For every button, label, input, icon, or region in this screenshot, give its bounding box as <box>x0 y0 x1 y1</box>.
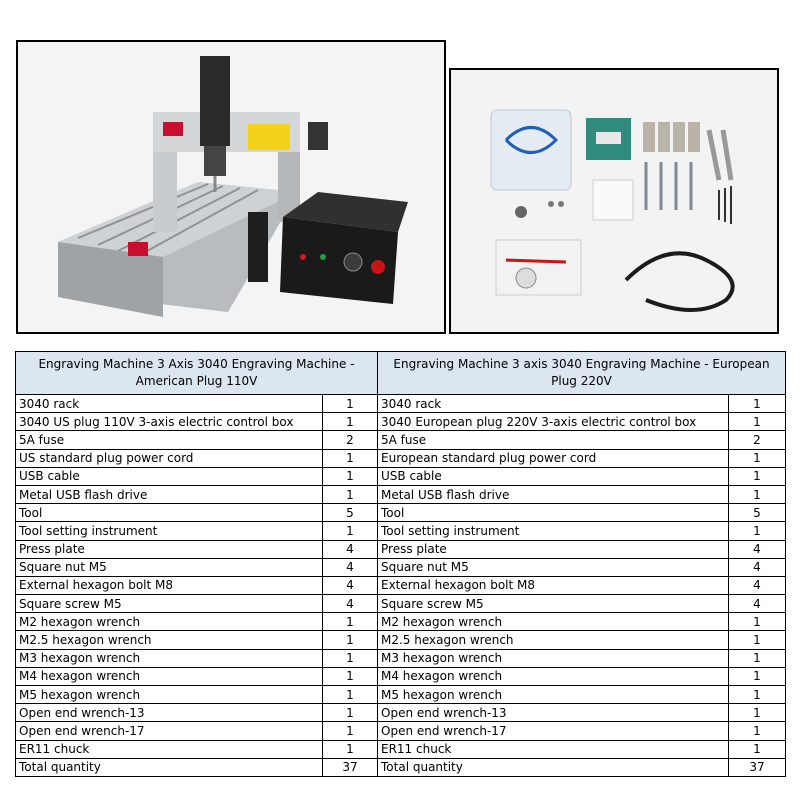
item-qty-eu: 37 <box>729 758 786 776</box>
item-qty-eu: 1 <box>729 686 786 704</box>
item-qty-us: 1 <box>323 667 378 685</box>
item-name-eu: European standard plug power cord <box>378 449 729 467</box>
item-qty-eu: 1 <box>729 613 786 631</box>
item-name-eu: Tool <box>378 504 729 522</box>
item-name-us: ER11 chuck <box>16 740 323 758</box>
item-name-eu: M2 hexagon wrench <box>378 613 729 631</box>
item-qty-eu: 5 <box>729 504 786 522</box>
item-name-us: Metal USB flash drive <box>16 485 323 503</box>
table-row <box>16 758 786 776</box>
item-name-eu: 3040 rack <box>378 395 729 413</box>
table-row <box>16 722 786 740</box>
item-qty-eu: 1 <box>729 631 786 649</box>
item-qty-eu: 4 <box>729 576 786 594</box>
item-qty-eu: 1 <box>729 485 786 503</box>
item-name-us: Press plate <box>16 540 323 558</box>
table-row <box>16 431 786 449</box>
item-name-eu: M5 hexagon wrench <box>378 686 729 704</box>
item-qty-eu: 1 <box>729 649 786 667</box>
table-row <box>16 558 786 576</box>
item-qty-eu: 1 <box>729 722 786 740</box>
item-name-us: US standard plug power cord <box>16 449 323 467</box>
header-american-plug: Engraving Machine 3 Axis 3040 Engraving Machine - American Plug 110V <box>16 352 378 395</box>
item-qty-eu: 1 <box>729 740 786 758</box>
table-row <box>16 576 786 594</box>
item-qty-us: 1 <box>323 485 378 503</box>
table-row <box>16 540 786 558</box>
item-name-eu: Open end wrench-13 <box>378 704 729 722</box>
item-name-eu: Tool setting instrument <box>378 522 729 540</box>
item-qty-eu: 2 <box>729 431 786 449</box>
table-row <box>16 740 786 758</box>
item-name-eu: M2.5 hexagon wrench <box>378 631 729 649</box>
item-qty-eu: 1 <box>729 704 786 722</box>
parts-list-table <box>15 351 786 777</box>
item-qty-eu: 1 <box>729 467 786 485</box>
table-row <box>16 467 786 485</box>
item-qty-eu: 4 <box>729 595 786 613</box>
table-row <box>16 667 786 685</box>
item-qty-us: 1 <box>323 467 378 485</box>
item-name-us: Square screw M5 <box>16 595 323 613</box>
item-qty-eu: 1 <box>729 522 786 540</box>
table-row <box>16 395 786 413</box>
item-qty-eu: 4 <box>729 540 786 558</box>
item-name-us: M4 hexagon wrench <box>16 667 323 685</box>
item-name-us: Square nut M5 <box>16 558 323 576</box>
table-row <box>16 413 786 431</box>
item-name-us: USB cable <box>16 467 323 485</box>
table-row <box>16 631 786 649</box>
item-name-us: 5A fuse <box>16 431 323 449</box>
item-qty-us: 1 <box>323 704 378 722</box>
item-qty-eu: 1 <box>729 449 786 467</box>
table-row <box>16 686 786 704</box>
header-european-plug: Engraving Machine 3 axis 3040 Engraving Machine - European Plug 220V <box>378 352 786 395</box>
item-qty-us: 1 <box>323 740 378 758</box>
item-qty-us: 1 <box>323 395 378 413</box>
item-name-eu: Square nut M5 <box>378 558 729 576</box>
item-name-eu: Total quantity <box>378 758 729 776</box>
table-row <box>16 704 786 722</box>
item-qty-us: 4 <box>323 540 378 558</box>
table-header-row <box>16 352 786 395</box>
item-name-eu: Metal USB flash drive <box>378 485 729 503</box>
item-qty-us: 4 <box>323 558 378 576</box>
item-name-us: Open end wrench-13 <box>16 704 323 722</box>
item-name-eu: Press plate <box>378 540 729 558</box>
item-qty-us: 1 <box>323 631 378 649</box>
item-qty-us: 5 <box>323 504 378 522</box>
item-name-eu: Open end wrench-17 <box>378 722 729 740</box>
item-qty-eu: 1 <box>729 413 786 431</box>
accessories-photo <box>449 68 779 334</box>
item-qty-us: 2 <box>323 431 378 449</box>
item-name-us: 3040 rack <box>16 395 323 413</box>
item-qty-us: 4 <box>323 595 378 613</box>
item-name-us: Tool <box>16 504 323 522</box>
item-name-eu: ER11 chuck <box>378 740 729 758</box>
item-name-eu: USB cable <box>378 467 729 485</box>
item-name-eu: 3040 European plug 220V 3-axis electric control box <box>378 413 729 431</box>
item-qty-us: 1 <box>323 649 378 667</box>
item-qty-us: 1 <box>323 722 378 740</box>
item-name-us: M5 hexagon wrench <box>16 686 323 704</box>
item-name-eu: M3 hexagon wrench <box>378 649 729 667</box>
table-row <box>16 504 786 522</box>
item-qty-us: 4 <box>323 576 378 594</box>
item-name-eu: 5A fuse <box>378 431 729 449</box>
item-qty-us: 1 <box>323 613 378 631</box>
item-name-us: M2 hexagon wrench <box>16 613 323 631</box>
item-name-eu: M4 hexagon wrench <box>378 667 729 685</box>
item-qty-eu: 4 <box>729 558 786 576</box>
table-row <box>16 485 786 503</box>
item-qty-us: 1 <box>323 686 378 704</box>
item-qty-us: 1 <box>323 413 378 431</box>
item-name-us: External hexagon bolt M8 <box>16 576 323 594</box>
item-qty-eu: 1 <box>729 395 786 413</box>
item-name-us: 3040 US plug 110V 3-axis electric control box <box>16 413 323 431</box>
table-row <box>16 613 786 631</box>
table-row <box>16 649 786 667</box>
item-name-us: Total quantity <box>16 758 323 776</box>
item-name-eu: External hexagon bolt M8 <box>378 576 729 594</box>
item-qty-us: 1 <box>323 522 378 540</box>
item-name-us: Tool setting instrument <box>16 522 323 540</box>
item-name-eu: Square screw M5 <box>378 595 729 613</box>
item-qty-eu: 1 <box>729 667 786 685</box>
item-qty-us: 37 <box>323 758 378 776</box>
table-row <box>16 522 786 540</box>
table-body <box>16 395 786 777</box>
item-name-us: Open end wrench-17 <box>16 722 323 740</box>
item-qty-us: 1 <box>323 449 378 467</box>
table-row <box>16 449 786 467</box>
table-row <box>16 595 786 613</box>
item-name-us: M3 hexagon wrench <box>16 649 323 667</box>
machine-photo <box>16 40 446 334</box>
item-name-us: M2.5 hexagon wrench <box>16 631 323 649</box>
